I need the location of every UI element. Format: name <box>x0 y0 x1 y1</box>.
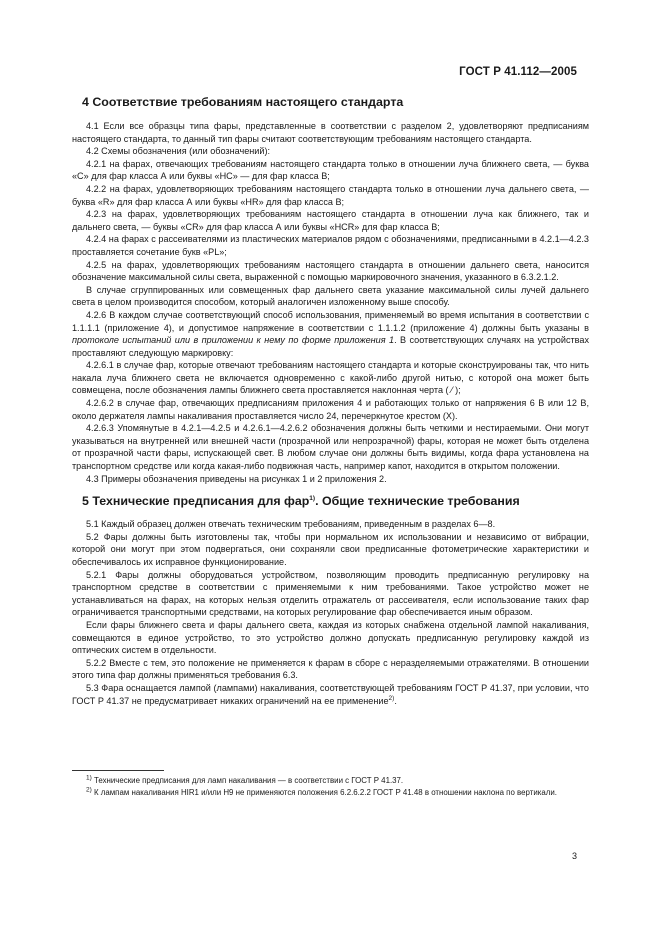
standard-header: ГОСТ Р 41.112—2005 <box>459 66 577 78</box>
paragraph-4-2-6-text-a: 4.2.6 В каждом случае соответствующий способ использования, применяемый во время испытания в соответствии с 1.1.1.1 (приложение 4), и допустимое напряжение в соответствии с 1.1.1.2 (приложение 4) должны быть указаны в <box>72 309 589 333</box>
section-5-title <box>72 493 589 509</box>
paragraph-4-1: 4.1 Если все образцы типа фары, представленные в соответствии с разделом 2, удовлетворяют предписаниям настоящего стандарта, то данный тип фары считают соответствующим требованиям настоящего стандарта. <box>72 121 589 144</box>
footnote-1-mark: 1) <box>86 774 92 782</box>
paragraph-4-2-3: 4.2.3 на фарах, удовлетворяющих требованиям настоящего стандарта в отношении луча как ближнего, так и дальнего света, — буквы «CR» для фар класса А или буквы «HCR» для фар класса В; <box>72 209 589 232</box>
paragraph-4-3: 4.3 Примеры обозначения приведены на рисунках 1 и 2 приложения 2. <box>86 473 387 484</box>
footnote-2-text: К лампам накаливания HIR1 и/или H9 не применяются положения 6.2.6.2.2 ГОСТ Р 41.48 в отношении наклона по вертикали. <box>91 787 557 797</box>
paragraph-5-3-end: . <box>394 695 397 706</box>
paragraph-4-2-6 <box>72 309 589 359</box>
document-body <box>72 92 589 707</box>
paragraph-5-2: 5.2 Фары должны быть изготовлены так, чтобы при нормальном их использовании и независимо от вибрации, которой они могут при этом подвергаться, они сохраняли свои предписанные фотометрические характеристики и обеспечивалось их исправное функционирование. <box>72 531 589 567</box>
paragraph-4-2: 4.2 Схемы обозначения (или обозначений): <box>86 146 270 157</box>
paragraph-5-3 <box>72 682 589 707</box>
paragraph-4-2-6-text-b: . В соответствующих случаях на устройствах проставляют следующую маркировку: <box>72 335 589 358</box>
paragraph-4-2-4: 4.2.4 на фарах с рассеивателями из пластических материалов рядом с обозначениями, предписанными в 4.2.1—4.2.3 проставляется сочетание букв «PL»; <box>72 234 589 257</box>
footnote-2 <box>72 787 589 799</box>
footnote-divider <box>72 770 164 771</box>
paragraph-4-2-2: 4.2.2 на фарах, удовлетворяющих требованиям настоящего стандарта только в отношении луча дальнего света, — буква «R» для фар класса А или буквы «HR» для фар класса В; <box>72 183 589 207</box>
paragraph-4-2-5: 4.2.5 на фарах, удовлетворяющих требованиям настоящего стандарта в отношении дальнего света, наносится обозначение максимальной силы света, выраженной с помощью маркировочного значения, указанного в 6.3.2.1.2. <box>72 259 589 283</box>
paragraph-5-1: 5.1 Каждый образец должен отвечать техническим требованиям, приведенным в разделах 6—8. <box>86 519 496 530</box>
paragraph-4-2-5-note: В случае сгруппированных или совмещенных фар дальнего света указание максимальной силы лучей дальнего света в целом производится способом, который аналогичен изложенному выше способу. <box>72 284 589 308</box>
footnote-1 <box>72 775 589 787</box>
paragraph-5-2-1-note: Если фары ближнего света и фары дальнего света, каждая из которых снабжена отдельной лампой накаливания, совмещаются в единое устройство, то это устройство должно допускать предписанную регулировку каждой из оптических систем в отдельности. <box>72 619 589 656</box>
footnote-ref-1: 1) <box>309 495 316 503</box>
paragraph-5-2-2: 5.2.2 Вместе с тем, это положение не применяется к фарам в сборе с неразделяемыми отражателями. В отношении этого типа фар должны применяться требования 6.3. <box>72 657 589 681</box>
footnote-2-mark: 2) <box>86 785 92 793</box>
section-5-title-text: 5 Технические предписания для фар <box>82 494 310 509</box>
page-number: 3 <box>571 851 577 861</box>
footnotes <box>72 770 589 798</box>
section-5-title-rest: . Общие технические требования <box>315 494 520 509</box>
footnote-1-text: Технические предписания для ламп накаливания — в соответствии с ГОСТ Р 41.37. <box>91 776 404 785</box>
paragraph-4-2-6-italic: протоколе испытаний или в приложении к нему по форме приложения 1 <box>72 335 395 346</box>
paragraph-5-2-1: 5.2.1 Фары должны оборудоваться устройством, позволяющим проводить предписанную регулировку на транспортном средстве в соответствии с применяемыми к ним требованиями. Такое устройство может не устанавливаться на фарах, на которых нельзя отделить отражатель от рассеивателя, если использование таких фар ограничивается транспортными средствами, на которых регулирование фар обеспечивается иным образом. <box>72 569 589 618</box>
paragraph-4-2-6-1: 4.2.6.1 в случае фар, которые отвечают требованиям настоящего стандарта и которые сконструированы так, что нить накала луча ближнего света не включается одновременно с какой-либо другой нитью, с которой она может быть совмещена, после обозначения лампы ближнего света проставляется наклонная черта ( ⁄ ); <box>72 360 589 396</box>
paragraph-4-2-6-3: 4.2.6.3 Упомянутые в 4.2.1—4.2.5 и 4.2.6.1—4.2.6.2 обозначения должны быть четкими и нестираемыми. Они могут указываться на внутренней или внешней части (прозрачной или непрозрачной) фары, которая не может быть отделена от прозрачной части фары, испускающей свет. В любом случае они должны быть видимы, когда фара установлена на транспортном средстве или когда какая-либо подвижная часть, например капот, находится в открытом положении. <box>72 423 589 472</box>
paragraph-5-3-text: 5.3 Фара оснащается лампой (лампами) накаливания, соответствующей требованиям ГОСТ Р 41.37, при условии, что ГОСТ Р 41.37 не предусматривает никаких ограничений на ее применение <box>72 682 589 706</box>
paragraph-4-2-1: 4.2.1 на фарах, отвечающих требованиям настоящего стандарта только в отношении луча ближнего света, — буква «С» для фар класса А или буквы «НС» — для фар класса В; <box>72 158 589 182</box>
footnote-ref-2: 2) <box>388 694 395 702</box>
section-4-title: 4 Соответствие требованиям настоящего стандарта <box>82 95 404 109</box>
paragraph-4-2-6-2: 4.2.6.2 в случае фар, отвечающих предписаниям приложения 4 и работающих только от напряжения 6 В или 12 В, около держателя лампы накаливания проставляется число 24, перечеркнутое крестом (X). <box>72 398 589 421</box>
